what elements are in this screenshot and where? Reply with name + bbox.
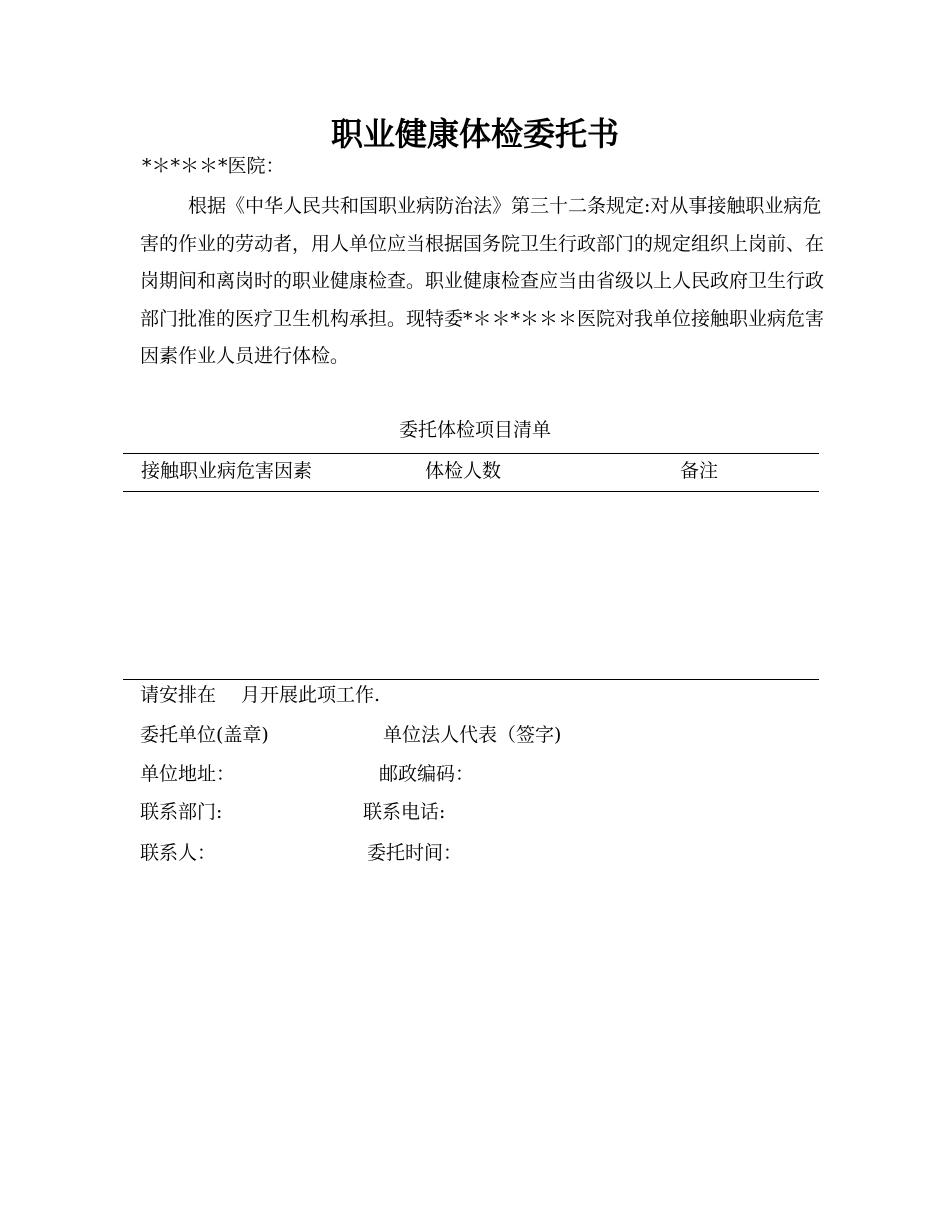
contact-label: 联系人： bbox=[140, 842, 217, 864]
table-top-rule bbox=[123, 453, 819, 454]
department-label: 联系部门: bbox=[140, 801, 223, 823]
schedule-line: 请安排在 月开展此项工作. bbox=[140, 684, 381, 706]
table-body-empty bbox=[123, 492, 819, 678]
header-remarks: 备注 bbox=[680, 460, 719, 482]
postal-code-label: 邮政编码： bbox=[379, 763, 475, 785]
table-bottom-rule bbox=[123, 679, 819, 680]
phone-label: 联系电话: bbox=[363, 801, 446, 823]
legal-rep-label: 单位法人代表（签字) bbox=[383, 724, 562, 746]
body-paragraph: 根据《中华人民共和国职业病防治法》第三十二条规定:对从事接触职业病危害的作业的劳动者，用人单位应当根据国务院卫生行政部门的规定组织上岗前、在岗期间和离岗时的职业健康检查。职业健康检查应当由省级以上人民政府卫生行政部门批准的医疗卫生机构承担。现特委*＊＊*＊＊＊医院对我单位接触职业病危害因素作业人员进行体检。 bbox=[140, 195, 825, 367]
table-caption: 委托体检项目清单 bbox=[398, 419, 551, 441]
header-hazard-factor: 接触职业病危害因素 bbox=[141, 460, 313, 482]
header-headcount: 体检人数 bbox=[425, 460, 502, 482]
document-title: 职业健康体检委托书 bbox=[330, 115, 619, 153]
entrusting-unit-label: 委托单位(盖章) bbox=[140, 724, 269, 746]
addressee-line: *＊*＊＊*医院： bbox=[142, 155, 285, 177]
entrust-time-label: 委托时间： bbox=[367, 842, 463, 864]
address-label: 单位地址： bbox=[140, 763, 236, 785]
